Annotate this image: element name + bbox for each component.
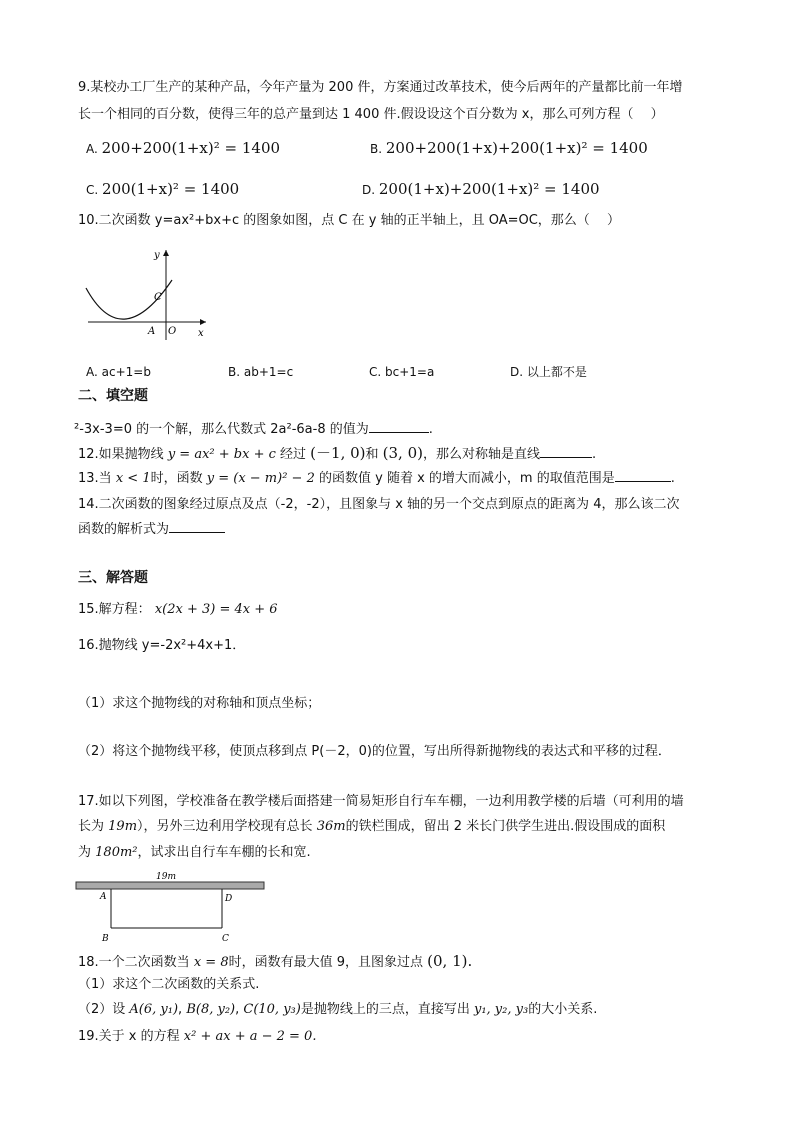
q9-stem-line1: 9.某校办工厂生产的某种产品，今年产量为 200 件，方案通过改革技术，使今后两年的产量都比前一年增 <box>78 80 683 95</box>
wall-length-label: 19m <box>156 872 176 882</box>
y-axis-arrow <box>163 250 169 256</box>
q13: 13.当 x < 1时，函数 y = (x − m)² − 2 的函数值 y 随着 x 的增大而减小，m 的取值范围是 . <box>78 471 675 486</box>
q9-stem-line2: 长一个相同的百分数，使得三年的总产量到达 1 400 件.假设设这个百分数为 x，那么可列方程（ ） <box>78 107 664 122</box>
corner-c-label: C <box>222 934 229 944</box>
q14-line2: 函数的解析式为 <box>78 520 225 539</box>
q12-answer-blank[interactable] <box>540 445 592 458</box>
origin-label: O <box>168 326 177 337</box>
q10-option-a[interactable]: A. ac+1=b <box>86 365 151 379</box>
x-axis-arrow <box>200 319 206 325</box>
q15: 15.解方程： x(2x + 3) = 4x + 6 <box>78 602 278 617</box>
q16-stem: 16.抛物线 y=-2x²+4x+1． <box>78 638 246 653</box>
corner-d-label: D <box>225 894 233 904</box>
q9-option-c[interactable]: C. 200(1+x)² = 1400 <box>86 180 240 198</box>
q18-part2: （2）设 A(6, y₁), B(8, y₂), C(10, y₃)是抛物线上的三点，直接写出 y₁, y₂, y₃的大小关系. <box>78 1002 598 1017</box>
q16-part2: （2）将这个抛物线平移，使顶点移到点 P(－2，0)的位置，写出所得新抛物线的表达式和平移的过程． <box>78 744 671 759</box>
q17-line3: 为 180m²，试求出自行车车棚的长和宽. <box>78 845 311 860</box>
section-answer-title: 三、解答题 <box>78 570 148 586</box>
q12: 12.如果抛物线 y = ax² + bx + c 经过 (－1, 0)和 (3, 0)，那么对称轴是直线 . <box>78 444 597 462</box>
q9-option-d-formula: 200(1+x)+200(1+x)² = 1400 <box>378 180 600 198</box>
q9-option-a-formula: 200+200(1+x)² = 1400 <box>101 139 281 157</box>
q9-option-c-formula: 200(1+x)² = 1400 <box>102 180 240 198</box>
q18-stem: 18.一个二次函数当 x = 8时，函数有最大值 9，且图象过点 (0, 1). <box>78 952 473 970</box>
point-a-label: A <box>148 326 156 337</box>
q17-line1: 17.如以下列图，学校准备在教学楼后面搭建一简易矩形自行车车棚，一边利用教学楼的后墙（可利用的墙 <box>78 794 684 809</box>
q10-stem: 10.二次函数 y=ax²+bx+c 的图象如图，点 C 在 y 轴的正半轴上，且 OA=OC，那么（ ） <box>78 213 620 228</box>
section-fill-title: 二、填空题 <box>78 388 148 404</box>
q14-answer-blank[interactable] <box>169 520 225 533</box>
x-axis-label: x <box>198 328 204 339</box>
q13-answer-blank[interactable] <box>615 469 671 482</box>
point-c-label: C <box>154 292 162 303</box>
q9-option-b[interactable]: B. 200+200(1+x)+200(1+x)² = 1400 <box>370 139 648 157</box>
q10-option-b[interactable]: B. ab+1=c <box>228 365 294 379</box>
q10-parabola-figure <box>82 244 212 344</box>
q18-part1: （1）求这个二次函数的关系式. <box>78 977 260 992</box>
q9-option-a[interactable]: A. 200+200(1+x)² = 1400 <box>86 139 281 157</box>
q11: ²-3x-3=0 的一个解，那么代数式 2a²-6a-8 的值为 . <box>74 422 433 437</box>
q10-option-c[interactable]: C. bc+1=a <box>369 365 435 379</box>
q9-option-b-formula: 200+200(1+x)+200(1+x)² = 1400 <box>385 139 648 157</box>
q16-part1: （1）求这个抛物线的对称轴和顶点坐标； <box>78 696 321 711</box>
q11-answer-blank[interactable] <box>369 420 429 433</box>
corner-b-label: B <box>102 934 109 944</box>
q17-bike-shed-figure <box>74 868 269 944</box>
q17-line2: 长为 19m），另外三边利用学校现有总长 36m的铁栏围成，留出 2 米长门供学生进出.假设围成的面积 <box>78 819 666 834</box>
q9-option-d[interactable]: D. 200(1+x)+200(1+x)² = 1400 <box>362 180 600 198</box>
wall-bar <box>76 882 264 889</box>
y-axis-label: y <box>154 250 160 261</box>
q14-line1: 14.二次函数的图象经过原点及点（-2，-2），且图象与 x 轴的另一个交点到原点的距离为 4，那么该二次 <box>78 497 680 512</box>
corner-a-label: A <box>100 892 107 902</box>
q10-option-d[interactable]: D. 以上都不是 <box>510 365 587 379</box>
q19: 19.关于 x 的方程 x² + ax + a − 2 = 0. <box>78 1029 317 1044</box>
